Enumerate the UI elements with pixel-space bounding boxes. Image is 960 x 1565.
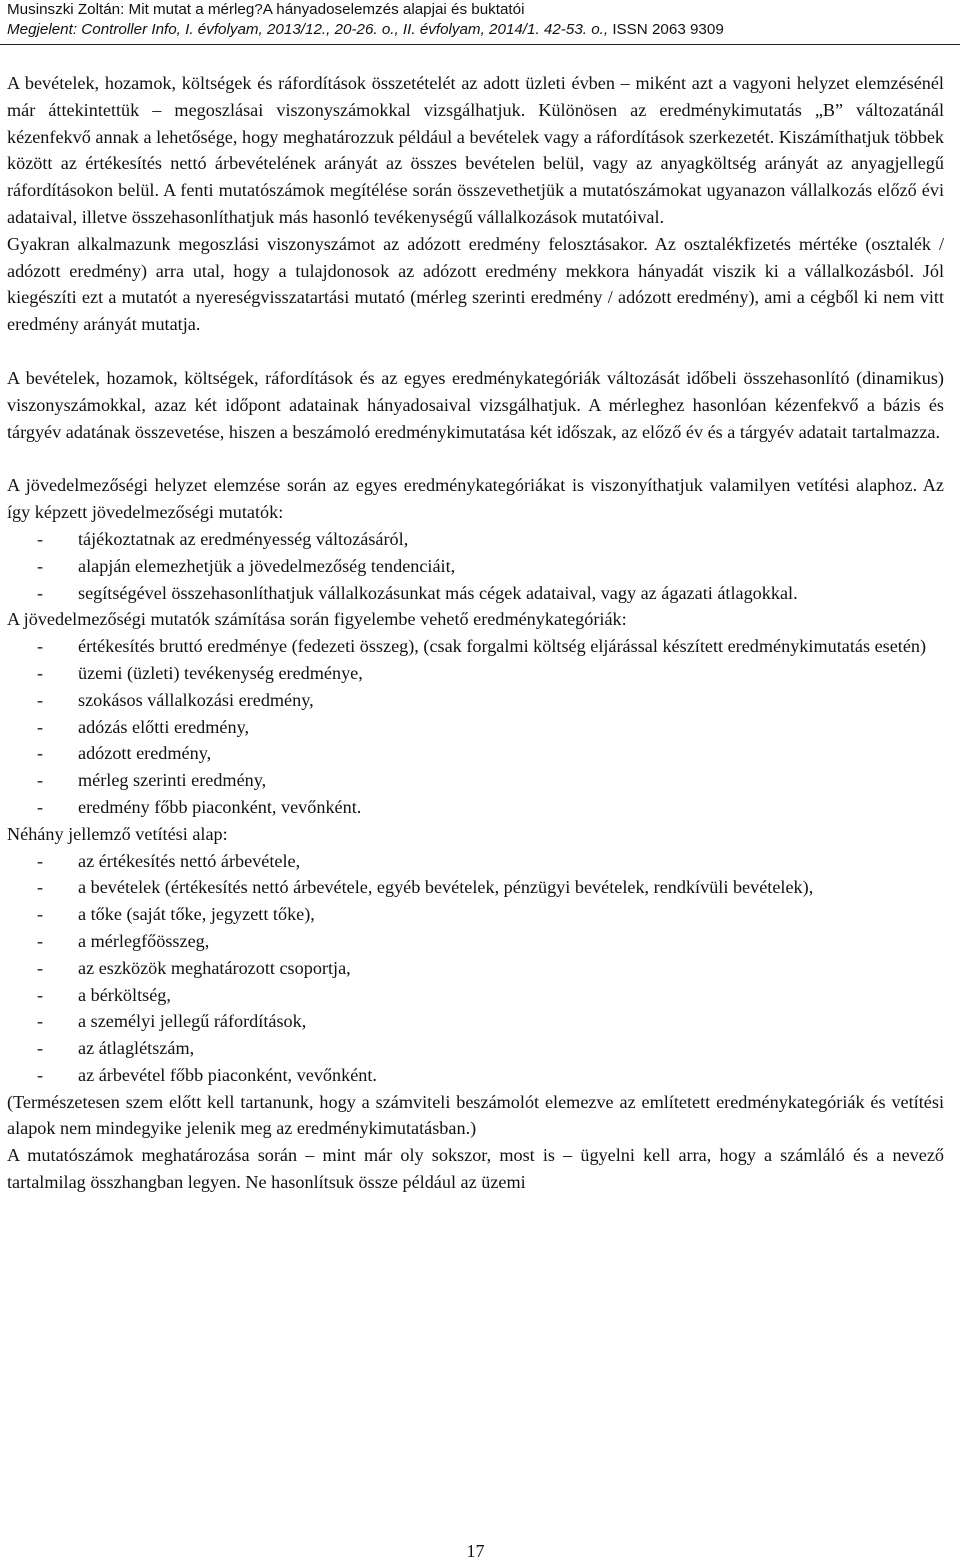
list-item: - értékesítés bruttó eredménye (fedezeti összeg), (csak forgalmi költség eljárással készített eredménykimutatás esetén) bbox=[7, 633, 944, 660]
list-item: - szokásos vállalkozási eredmény, bbox=[7, 687, 944, 714]
list-item: - az árbevétel főbb piaconként, vevőnként. bbox=[7, 1062, 944, 1089]
list-jovedelmezosegi-mutatok bbox=[7, 526, 944, 606]
list-item: - az értékesítés nettó árbevétele, bbox=[7, 848, 944, 875]
list-item: - eredmény főbb piaconként, vevőnként. bbox=[7, 794, 944, 821]
header-publication-source: Megjelent: Controller Info, I. évfolyam, 2013/12., 20-26. o., II. évfolyam, 2014/1. 42-53. o., bbox=[7, 21, 609, 38]
header-divider bbox=[0, 44, 960, 45]
page-number: 17 bbox=[466, 1541, 485, 1561]
header-issn: ISSN 2063 9309 bbox=[608, 21, 724, 38]
list-item: - tájékoztatnak az eredményesség változásáról, bbox=[7, 526, 944, 553]
list-item: - segítségével összehasonlíthatjuk vállalkozásunkat más cégek adataival, vagy az ágazati átlagokkal. bbox=[7, 580, 944, 607]
paragraph-dinamikus-viszonyszamok: A bevételek, hozamok, költségek, ráfordítások és az egyes eredménykategóriák változását időbeli összehasonlító (dinamikus) viszonyszámokkal, azaz két időpont adatainak hányadosaival vizsgálhatjuk. A mérleghez hasonlóan kézenfekvő a bázis és tárgyév adatának összevetése, hiszen a beszámoló eredménykimutatása két időszak, az előző év és a tárgyév adatait tartalmazza. bbox=[7, 367, 944, 442]
list-eredmenykategoriak bbox=[7, 633, 944, 821]
list-item: - adózás előtti eredmény, bbox=[7, 714, 944, 741]
list-item: - az átlaglétszám, bbox=[7, 1035, 944, 1062]
paragraph-adozott-eredmeny-felosztasa: Gyakran alkalmazunk megoszlási viszonyszámot az adózott eredmény felosztásakor. Az osztalékfizetés mértéke (osztalék / adózott eredmény) arra utal, hogy a tulajdonosok az adózott eredmény mekkora hányadát viszik ki a vállalkozásból. Jól kiegészíti ezt a mutatót a nyereségvisszatartási mutató (mérleg szerinti eredmény / adózott eredmény), ami a cégből ki nem vitt eredmény arányát mutatja. bbox=[7, 233, 944, 335]
list-item: - üzemi (üzleti) tevékenység eredménye, bbox=[7, 660, 944, 687]
list-item: - adózott eredmény, bbox=[7, 740, 944, 767]
list-item: - a személyi jellegű ráfordítások, bbox=[7, 1008, 944, 1035]
paragraph-megoszlasi-viszonyszamok: A bevételek, hozamok, költségek és ráfordítások összetételét az adott üzleti évben – miként azt a vagyoni helyzet elemzésénél már áttekintettük – megoszlásai viszonyszámokkal vizsgálhatjuk. Különösen az eredménykimutatás „B” változatánál kézenfekvő annak a lehetősége, hogy meghatározzuk például a bevételek vagy a ráfordítások szerkezetét. Kiszámíthatjuk többek között az értékesítés nettó árbevételének arányát az összes bevételen belül, vagy az anyagköltség arányát az anyagjellegű ráfordításokon belül. A fenti mutatószámok megítélése során összevethetjük a mutatószámokat ugyanazon vállalkozás előző évi adataival, illetve összehasonlíthatjuk más hasonló tevékenységű vállalkozások mutatóival. bbox=[7, 73, 944, 227]
paragraph-jovedelmezosegi-helyzet: A jövedelmezőségi helyzet elemzése során az egyes eredménykategóriákat is viszonyíthatjuk valamilyen vetítési alaphoz. Az így képzett jövedelmezőségi mutatók: bbox=[7, 475, 944, 523]
list-vetitesi-alapok bbox=[7, 848, 944, 1089]
list-item: - a tőke (saját tőke, jegyzett tőke), bbox=[7, 901, 944, 928]
paragraph-megjegyzes: (Természetesen szem előtt kell tartanunk, hogy a számviteli beszámolót elemezve az említetett eredménykategóriák és vetítési alapok nem mindegyike jelenik meg az eredménykimutatásban.) bbox=[7, 1091, 944, 1139]
paragraph-szamlalo-nevezo: A mutatószámok meghatározása során – mint már oly sokszor, most is – ügyelni kell arra, hogy a számláló és a nevező tartalmilag összhangban legyen. Ne hasonlítsuk össze például az üzemi bbox=[7, 1145, 944, 1193]
list-item: - alapján elemezhetjük a jövedelmezőség tendenciáit, bbox=[7, 553, 944, 580]
paragraph-eredmenykategoriak-intro: A jövedelmezőségi mutatók számítása során figyelembe vehető eredménykategóriák: bbox=[7, 609, 627, 630]
paragraph-vetitesi-alap-intro: Néhány jellemző vetítési alap: bbox=[7, 823, 228, 844]
header-publication-line bbox=[7, 20, 957, 40]
header-author-title: Musinszki Zoltán: Mit mutat a mérleg?A hányadoselemzés alapjai és buktatói bbox=[7, 1, 525, 18]
list-item: - a mérlegfőösszeg, bbox=[7, 928, 944, 955]
list-item: - az eszközök meghatározott csoportja, bbox=[7, 955, 944, 982]
list-item: - mérleg szerinti eredmény, bbox=[7, 767, 944, 794]
document-body bbox=[7, 70, 944, 1196]
page-header bbox=[7, 0, 957, 40]
list-item: - a bérköltség, bbox=[7, 982, 944, 1009]
list-item: - a bevételek (értékesítés nettó árbevétele, egyéb bevételek, pénzügyi bevételek, rendkívüli bevételek), bbox=[7, 874, 944, 901]
